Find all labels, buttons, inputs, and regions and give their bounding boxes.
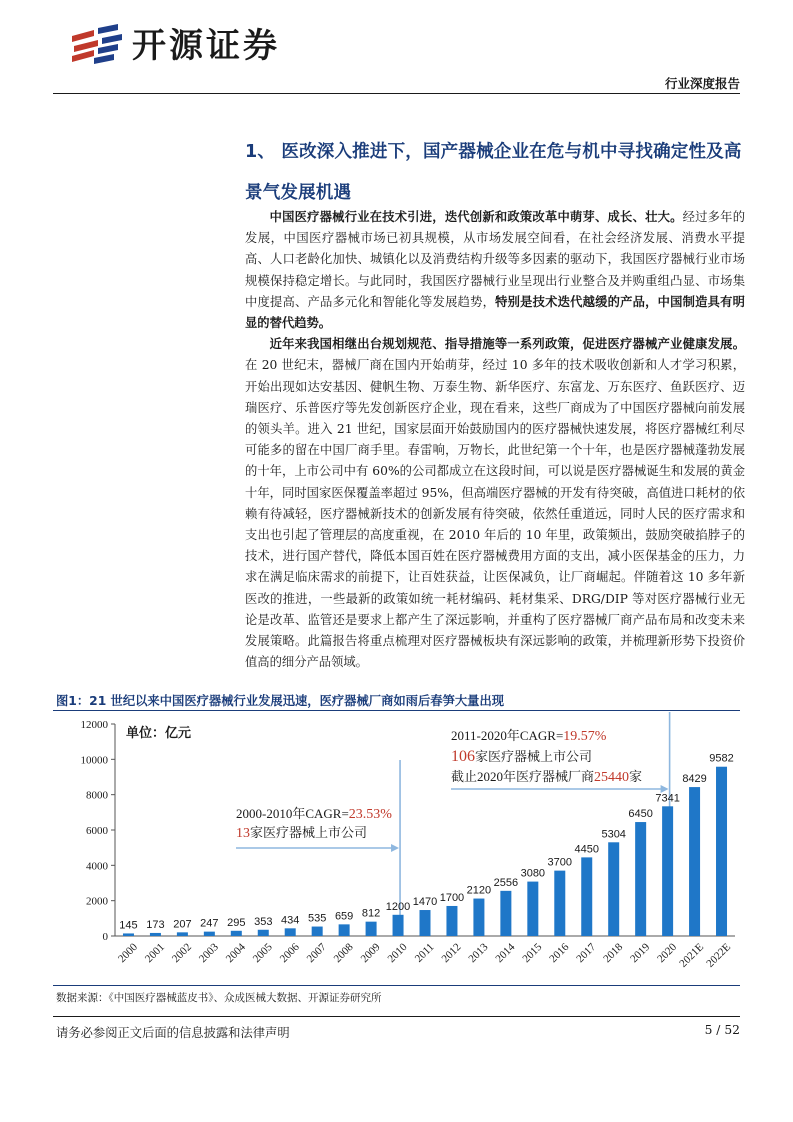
value-label-2007: 535 (307, 912, 327, 925)
bar-2020 (662, 806, 673, 936)
paragraph-1-lead: 中国医疗器械行业在技术引进，迭代创新和政策改革中萌芽、成长、壮大。 (269, 210, 683, 224)
value-label-2003: 247 (200, 917, 219, 930)
value-label-2009: 812 (361, 907, 381, 920)
category-label-2006: 2006 (277, 941, 302, 966)
figure-source: 数据来源：《中国医疗器械蓝皮书》、众成医械大数据、开源证券研究所 (56, 992, 382, 1004)
page-number: 5 / 52 (704, 1023, 740, 1037)
paragraph-2 (245, 334, 745, 673)
value-label-2001: 173 (146, 918, 165, 931)
bar-2004 (231, 931, 242, 936)
category-label-2000: 2000 (116, 941, 141, 966)
category-label-2010: 2010 (385, 941, 410, 966)
category-label-2002: 2002 (169, 941, 194, 966)
footer-disclaimer: 请务必参阅正文后面的信息披露和法律声明 (56, 1026, 290, 1040)
value-label-2013: 2120 (466, 884, 492, 897)
annotation-1-arrowhead (391, 844, 399, 852)
annotation-2-line-3 (451, 769, 642, 785)
annotation-2-company-count: 106 (451, 748, 475, 765)
category-label-2005: 2005 (250, 941, 275, 966)
value-label-2016: 3700 (547, 856, 573, 869)
market-size-bar-chart (53, 712, 740, 984)
category-label-2022E: 2022E (704, 941, 734, 970)
category-label-2009: 2009 (358, 941, 383, 966)
bar-2011 (420, 910, 431, 936)
annotation-2-manufacturer-prefix: 截止2020年医疗器械厂商 (451, 769, 595, 784)
category-label-2015: 2015 (520, 941, 545, 966)
category-label-2016: 2016 (547, 941, 572, 966)
bar-2007 (312, 927, 323, 936)
value-label-2020: 7341 (655, 792, 680, 805)
y-tick-label: 12000 (80, 719, 108, 731)
value-label-2006: 434 (281, 914, 300, 927)
category-label-2011: 2011 (412, 941, 437, 965)
category-label-2021E: 2021E (677, 941, 707, 970)
bar-2012 (446, 906, 457, 936)
annotation-1-company-suffix: 家医疗器械上市公司 (250, 825, 368, 840)
annotation-2-cagr-prefix: 2011-2020年CAGR= (451, 728, 564, 743)
chart-marks (81, 712, 736, 970)
brand-logo (68, 22, 308, 70)
category-label-2007: 2007 (304, 941, 329, 966)
category-label-2019: 2019 (628, 941, 653, 966)
y-tick-label: 0 (102, 931, 108, 943)
category-label-2013: 2013 (466, 941, 491, 966)
figure-title: 图1：21 世纪以来中国医疗器械行业发展迅速，医疗器械厂商如雨后春笋大量出现 (56, 694, 505, 708)
body-text (245, 207, 745, 673)
figure-bottom-rule (53, 985, 740, 986)
footer-divider (53, 1016, 740, 1017)
bar-2001 (150, 933, 161, 936)
bar-2016 (554, 871, 565, 936)
bar-2002 (177, 932, 188, 936)
value-label-2010: 1200 (385, 900, 411, 913)
category-label-2018: 2018 (601, 941, 626, 966)
bar-2003 (204, 932, 215, 936)
value-label-2021E: 8429 (682, 773, 707, 786)
paragraph-1-text: 经过多年的发展，中国医疗器械市场已初具规模，从市场发展空间看，在社会经济发展、消费水平提高、人口老龄化加快、城镇化以及消费结构升级等多因素的驱动下，我国医疗器械行业市场规模保持稳定增长。与此同时，我国医疗器械行业呈现出行业整合及并购重组凸显、市场集中度提高、产品多元化和智能化等发展趋势， (245, 210, 745, 309)
category-label-2020: 2020 (655, 941, 680, 966)
bar-2005 (258, 930, 269, 936)
category-label-2017: 2017 (574, 941, 599, 966)
chart-unit-label: 单位：亿元 (126, 726, 192, 741)
bar-2017 (581, 857, 592, 936)
bar-2006 (285, 928, 296, 936)
category-label-2008: 2008 (331, 941, 356, 966)
annotation-2-manufacturer-suffix: 家 (629, 769, 643, 784)
y-tick-label: 4000 (86, 860, 108, 873)
category-label-2003: 2003 (196, 941, 221, 966)
bar-2000 (123, 933, 134, 936)
bar-2010 (393, 915, 404, 936)
paragraph-2-text: 在 20 世纪末，器械厂商在国内开始萌芽，经过 10 多年的技术吸收创新和人才学习积累，开始出现如达安基因、健帆生物、万泰生物、新华医疗、东富龙、万东医疗、鱼跃医疗、迈瑞医疗、乐普医疗等先发创新医疗企业，现在看来，这些厂商成为了中国医疗器械向前发展的领头羊。进入 21 世纪，国家层面开始鼓励国内的医疗器械快速发展，将医疗器械红利尽可能多的留在中国厂商手里。春雷响，万物长，此世纪第一个十年，也是医疗器械蓬勃发展的十年，上市公司中有 60%的公司都成立在这段时间，可以说是医疗器械诞生和发展的黄金十年，同时国家医保覆盖率超过 95%，但高端医疗器械的开发有待突破，高值进口耗材的依赖有待减轻，医疗器械新技术的创新发展有待突破，依然任重道远，同时人民的医疗需求和支出也引起了管理层的高度重视，在 2010 年后的 10 年里，政策频出，鼓励突破掐脖子的技术，进行国产替代，降低本国百姓在医疗器械费用方面的支出，减小医保基金的压力，力求在满足临床需求的前提下，让百姓获益，让医保减负，让厂商崛起。伴随着这 10 多年新医改的推进，一些最新的政策如统一耗材编码、耗材集采、DRG/DIP 等对医疗器械行业无论是改革、监管还是要求上都产生了深远影响，并重构了医疗器械厂商产品布局和改变未来发展策略。此篇报告将重点梳理对医疗器械板块有深远影响的政策，并梳理新形势下投资价值高的细分产品领域。 (245, 358, 745, 670)
annotation-1-cagr-value: 23.53% (348, 807, 392, 822)
brand-name: 开源证券 (132, 26, 280, 66)
bar-2022E (716, 767, 727, 936)
y-tick-label: 8000 (86, 789, 108, 802)
value-label-2017: 4450 (574, 843, 599, 856)
figure-top-rule (53, 710, 740, 711)
value-label-2000: 145 (119, 919, 138, 932)
bar-2013 (473, 899, 484, 936)
value-label-2011: 1470 (412, 896, 438, 909)
paragraph-1-tail: 特别是技术迭代越缓的产品，中国制造具有明显的替代趋势。 (245, 294, 745, 331)
paragraph-1 (245, 207, 745, 334)
value-label-2019: 6450 (628, 808, 653, 821)
annotation-2-line-1 (451, 728, 607, 744)
bar-2014 (500, 891, 511, 936)
category-label-2014: 2014 (493, 941, 518, 966)
header-divider (53, 93, 740, 94)
annotation-1-company-count: 13 (236, 826, 250, 841)
value-label-2002: 207 (173, 918, 192, 931)
value-label-2014: 2556 (493, 876, 519, 889)
annotation-2-cagr-value: 19.57% (563, 729, 607, 744)
value-label-2022E: 9582 (709, 752, 734, 765)
section-heading: 1、 医改深入推进下，国产器械企业在危与机中寻找确定性及高景气发展机遇 (245, 142, 742, 203)
y-tick-label: 10000 (80, 754, 108, 767)
annotation-2-company-suffix: 家医疗器械上市公司 (475, 749, 593, 764)
y-tick-label: 2000 (86, 895, 108, 908)
paragraph-2-lead: 近年来我国相继出台规划规范、指导措施等一系列政策，促进医疗器械产业健康发展。 (269, 337, 745, 352)
value-label-2015: 3080 (520, 867, 546, 880)
category-label-2001: 2001 (142, 941, 168, 966)
category-label-2004: 2004 (223, 941, 248, 966)
report-type-label: 行业深度报告 (664, 76, 740, 91)
annotation-1-line-2 (236, 825, 367, 841)
annotation-2-line-2 (451, 748, 592, 765)
y-tick-label: 6000 (86, 825, 108, 837)
annotation-1-cagr-prefix: 2000-2010年CAGR= (236, 806, 349, 821)
bar-2019 (635, 822, 646, 936)
value-label-2012: 1700 (439, 891, 465, 904)
category-label-2012: 2012 (439, 941, 464, 966)
bar-2015 (527, 882, 538, 936)
value-label-2004: 295 (227, 916, 246, 929)
annotation-1-line-1 (236, 806, 392, 822)
bar-2018 (608, 842, 619, 936)
value-label-2018: 5304 (601, 828, 626, 841)
annotation-2-manufacturer-count: 25440 (594, 770, 630, 785)
bar-2021E (689, 787, 700, 936)
value-label-2005: 353 (254, 915, 273, 928)
bar-2009 (366, 922, 377, 936)
logo-mark-icon (68, 22, 124, 70)
value-label-2008: 659 (334, 910, 354, 923)
bar-2008 (339, 924, 350, 936)
